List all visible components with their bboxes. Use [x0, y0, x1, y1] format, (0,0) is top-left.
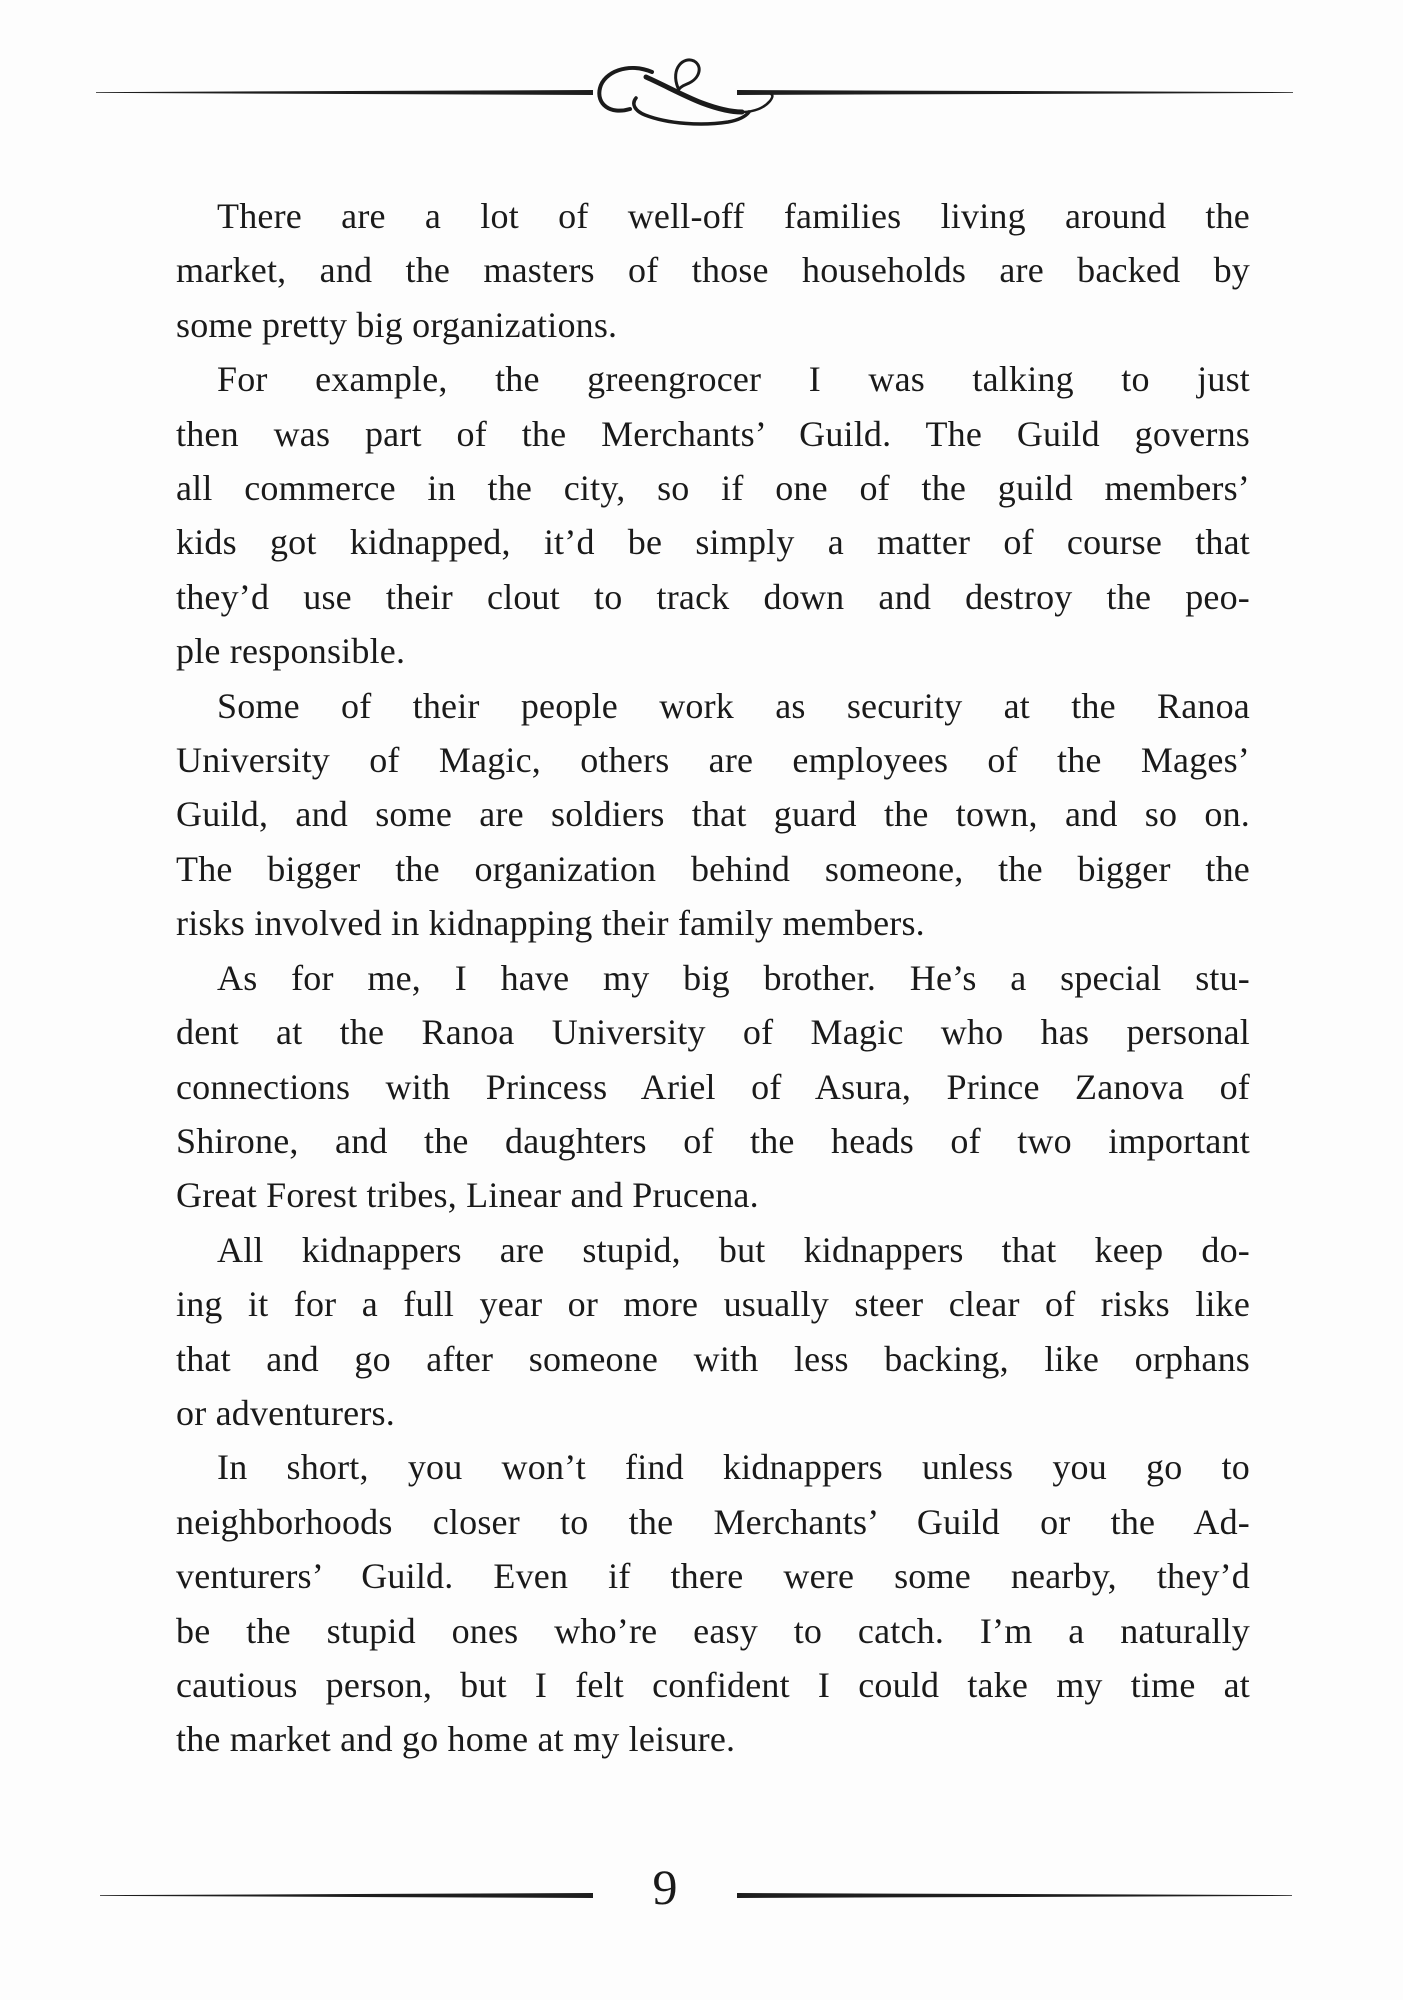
text-line: or adventurers. [176, 1392, 395, 1433]
text-line: Shirone, and the daughters of the heads of two important [176, 1120, 1250, 1161]
text-line: then was part of the Merchants’ Guild. The Guild governs [176, 413, 1250, 454]
text-line: For example, the greengrocer I was talking to just [217, 359, 1250, 400]
text-line: be the stupid ones who’re easy to catch. I’m a naturally [176, 1610, 1250, 1651]
text-line: There are a lot of well-off families living around the [217, 196, 1250, 236]
page-number-box [593, 1859, 737, 1922]
text-line: Great Forest tribes, Linear and Prucena. [176, 1175, 759, 1216]
flourish-icon [590, 55, 780, 135]
text-line: dent at the Ranoa University of Magic who has personal [176, 1012, 1250, 1053]
text-line: that and go after someone with less backing, like orphans [176, 1338, 1250, 1379]
body-text [176, 189, 1250, 1767]
text-line: venturers’ Guild. Even if there were some nearby, they’d [176, 1556, 1250, 1597]
text-line: the market and go home at my leisure. [176, 1719, 736, 1760]
footer-rule-right [737, 1893, 1292, 1898]
text-line: In short, you won’t find kidnappers unless you go to [217, 1447, 1250, 1488]
text-line: University of Magic, others are employees of the Mages’ [176, 740, 1250, 781]
text-line: connections with Princess Ariel of Asura, Prince Zanova of [176, 1066, 1250, 1107]
text-line: ple responsible. [176, 631, 406, 672]
text-line: kids got kidnapped, it’d be simply a matter of course that [176, 522, 1250, 563]
text-line: all commerce in the city, so if one of the guild members’ [176, 468, 1250, 509]
text-line: some pretty big organizations. [176, 304, 618, 345]
text-line: Guild, and some are soldiers that guard the town, and so on. [176, 794, 1250, 835]
footer-rule-left [100, 1893, 593, 1898]
text-line: The bigger the organization behind someone, the bigger the [176, 848, 1250, 889]
text-line: As for me, I have my big brother. He’s a special stu- [217, 957, 1250, 998]
text-line: cautious person, but I felt confident I could take my time at [176, 1664, 1250, 1705]
text-line: risks involved in kidnapping their family members. [176, 903, 925, 944]
header-rule-right [737, 90, 1293, 95]
header-rule-left [96, 90, 593, 95]
text-line: market, and the masters of those households are backed by [176, 250, 1250, 291]
text-line: ing it for a full year or more usually steer clear of risks like [176, 1284, 1250, 1325]
text-line: All kidnappers are stupid, but kidnappers that keep do- [217, 1229, 1250, 1270]
text-line: Some of their people work as security at the Ranoa [217, 685, 1250, 726]
text-line: they’d use their clout to track down and destroy the peo- [176, 576, 1250, 617]
text-line: neighborhoods closer to the Merchants’ Guild or the Ad- [176, 1501, 1250, 1542]
page-number: 9 [652, 1859, 678, 1915]
